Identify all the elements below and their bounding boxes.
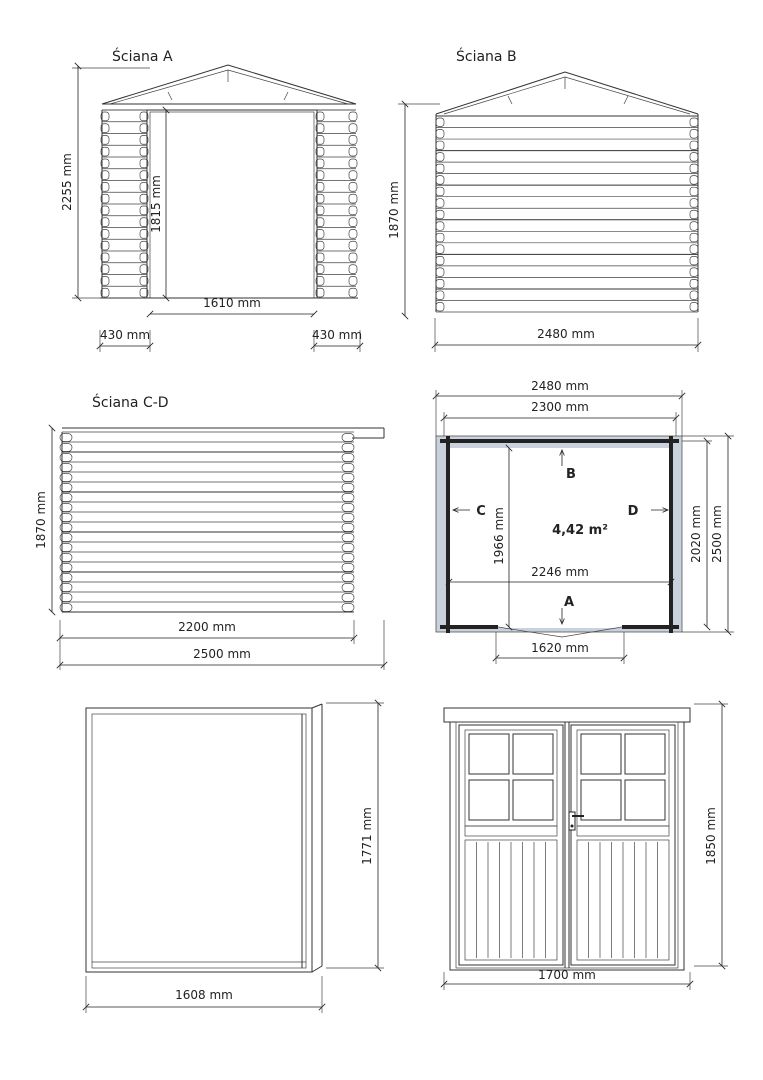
floor-outer-width-label: 2480 mm <box>531 379 589 393</box>
door-height-label: 1850 mm <box>704 807 718 865</box>
wall-a-marker: A <box>563 595 575 610</box>
wall-b-logs <box>436 116 698 312</box>
floor-door-width-label: 1620 mm <box>531 641 589 655</box>
wall-b-width-label: 2480 mm <box>537 327 595 341</box>
door-frame-drawing <box>86 703 384 1013</box>
wall-b-marker: B <box>566 467 576 482</box>
wall-cd-height-label: 1870 mm <box>34 491 48 549</box>
wall-cd-drawing <box>34 393 384 670</box>
wall-cd-title: Ściana C-D <box>92 395 169 411</box>
door-frame-width-label: 1608 mm <box>175 988 233 1002</box>
door-left-leaf <box>459 725 563 965</box>
wall-b-height-label: 1870 mm <box>387 181 401 239</box>
wall-d-marker: D <box>627 504 639 519</box>
wall-b-drawing <box>387 47 698 352</box>
wall-c-marker: C <box>476 504 486 519</box>
wall-cd-outer-width-label: 2500 mm <box>193 647 251 661</box>
wall-b-title: Ściana B <box>456 49 517 65</box>
room-width-label: 2246 mm <box>531 565 589 579</box>
floor-inner-width-label: 2300 mm <box>531 400 589 414</box>
wall-a-drawing <box>60 47 362 352</box>
floor-plan <box>436 379 734 664</box>
floor-inner-depth-label: 2020 mm <box>689 505 703 563</box>
door-width-label: 1700 mm <box>538 968 596 982</box>
wall-a-right-pier-label: 430 mm <box>311 328 363 342</box>
wall-a-left-pier-label: 430 mm <box>99 328 151 342</box>
floor-area-label: 4,42 m² <box>552 523 608 538</box>
double-door-drawing <box>444 704 728 990</box>
wall-a-height-label: 2255 mm <box>60 153 74 211</box>
wall-a-door-height-label: 1815 mm <box>149 175 163 233</box>
wall-a-right-pier <box>316 110 357 298</box>
wall-a-left-pier <box>101 110 148 298</box>
door-frame-height-label: 1771 mm <box>360 807 374 865</box>
wall-cd-logs <box>60 432 354 612</box>
wall-cd-inner-width-label: 2200 mm <box>178 620 236 634</box>
wall-a-door-width-label: 1610 mm <box>203 296 261 310</box>
wall-a-title: Ściana A <box>112 49 173 65</box>
door-right-leaf <box>571 725 675 965</box>
room-depth-label: 1966 mm <box>492 507 506 565</box>
door-handle-icon <box>569 812 584 830</box>
floor-outer-depth-label: 2500 mm <box>710 505 724 563</box>
